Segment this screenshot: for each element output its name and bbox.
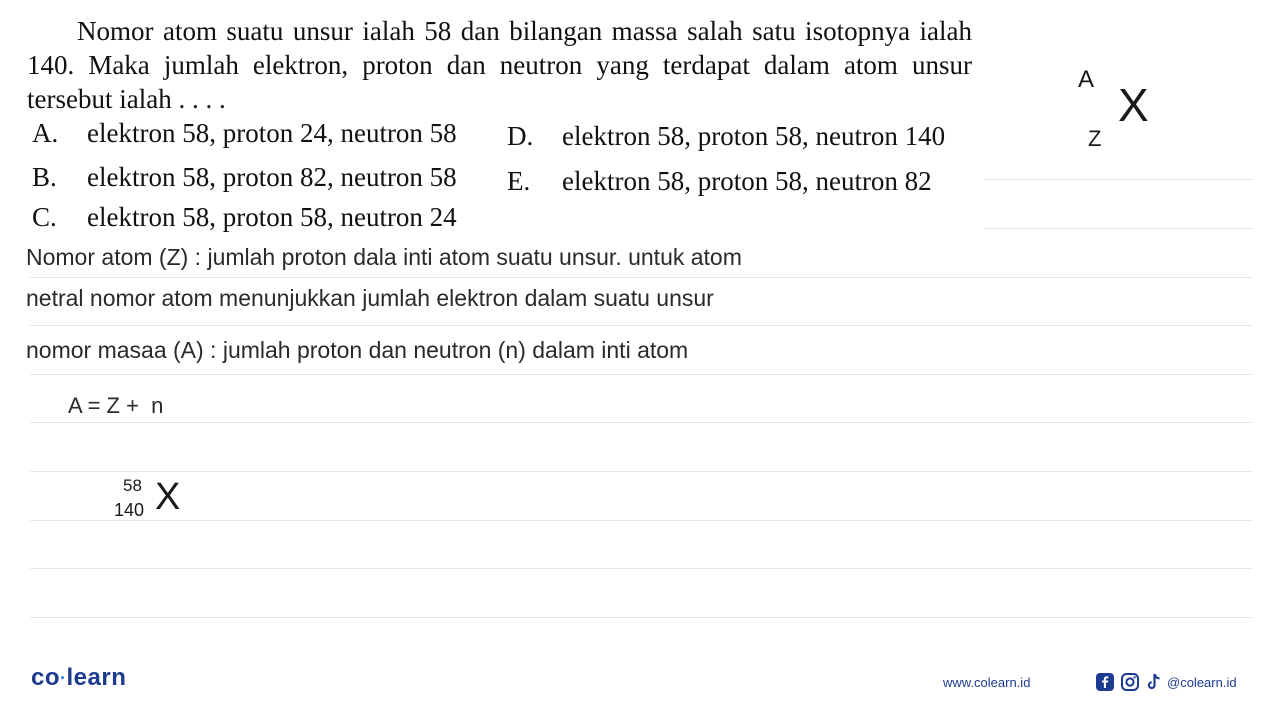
option-a[interactable] bbox=[32, 118, 457, 149]
notebook-line bbox=[985, 179, 1252, 180]
question-text: Nomor atom suatu unsur ialah 58 dan bilangan massa salah satu isotopnya ialah 140. Maka jumlah elektron, proton dan neutron yang terdapat dalam atom unsur tersebut ialah . . . . bbox=[27, 16, 972, 114]
notation-mass-number: A bbox=[1078, 66, 1095, 93]
option-text: elektron 58, proton 58, neutron 24 bbox=[87, 202, 457, 232]
example-bottom-number: 140 bbox=[114, 500, 145, 520]
option-d[interactable] bbox=[507, 121, 945, 152]
note-line-1: Nomor atom (Z) : jumlah proton dala inti atom suatu unsur. untuk atom bbox=[26, 244, 742, 270]
option-e[interactable] bbox=[507, 166, 932, 197]
tiktok-icon[interactable] bbox=[1145, 672, 1163, 692]
notebook-line bbox=[30, 568, 1252, 569]
note-line-3: nomor masaa (A) : jumlah proton dan neutron (n) dalam inti atom bbox=[26, 337, 689, 363]
option-letter: E. bbox=[507, 166, 531, 196]
option-letter: A. bbox=[32, 118, 59, 148]
footer-handle[interactable]: @colearn.id bbox=[1167, 675, 1237, 690]
notation-symbol: X bbox=[1118, 79, 1149, 131]
option-letter: C. bbox=[32, 202, 57, 232]
option-c[interactable] bbox=[32, 202, 457, 233]
notebook-line bbox=[985, 228, 1252, 229]
notebook-line bbox=[30, 617, 1252, 618]
notebook-line bbox=[30, 471, 1252, 472]
formula: A = Z + n bbox=[68, 393, 164, 418]
footer-url[interactable]: www.colearn.id bbox=[943, 675, 1031, 690]
notebook-line bbox=[30, 277, 1252, 278]
instagram-icon[interactable] bbox=[1120, 672, 1140, 692]
option-b[interactable] bbox=[32, 162, 457, 193]
notebook-line bbox=[30, 422, 1252, 423]
option-text: elektron 58, proton 82, neutron 58 bbox=[87, 162, 457, 192]
colearn-logo: co·learn bbox=[31, 664, 127, 691]
notebook-line bbox=[30, 325, 1252, 326]
facebook-icon[interactable] bbox=[1095, 672, 1115, 692]
example-symbol: X bbox=[155, 476, 181, 518]
option-text: elektron 58, proton 58, neutron 140 bbox=[562, 121, 946, 151]
notation-atomic-number: Z bbox=[1088, 126, 1102, 151]
notebook-line bbox=[30, 520, 1252, 521]
option-letter: D. bbox=[507, 121, 534, 151]
notebook-line bbox=[30, 374, 1252, 375]
option-text: elektron 58, proton 58, neutron 82 bbox=[562, 166, 932, 196]
note-line-2: netral nomor atom menunjukkan jumlah elektron dalam suatu unsur bbox=[26, 285, 714, 311]
option-letter: B. bbox=[32, 162, 57, 192]
example-top-number: 58 bbox=[123, 476, 142, 495]
option-text: elektron 58, proton 24, neutron 58 bbox=[87, 118, 457, 148]
